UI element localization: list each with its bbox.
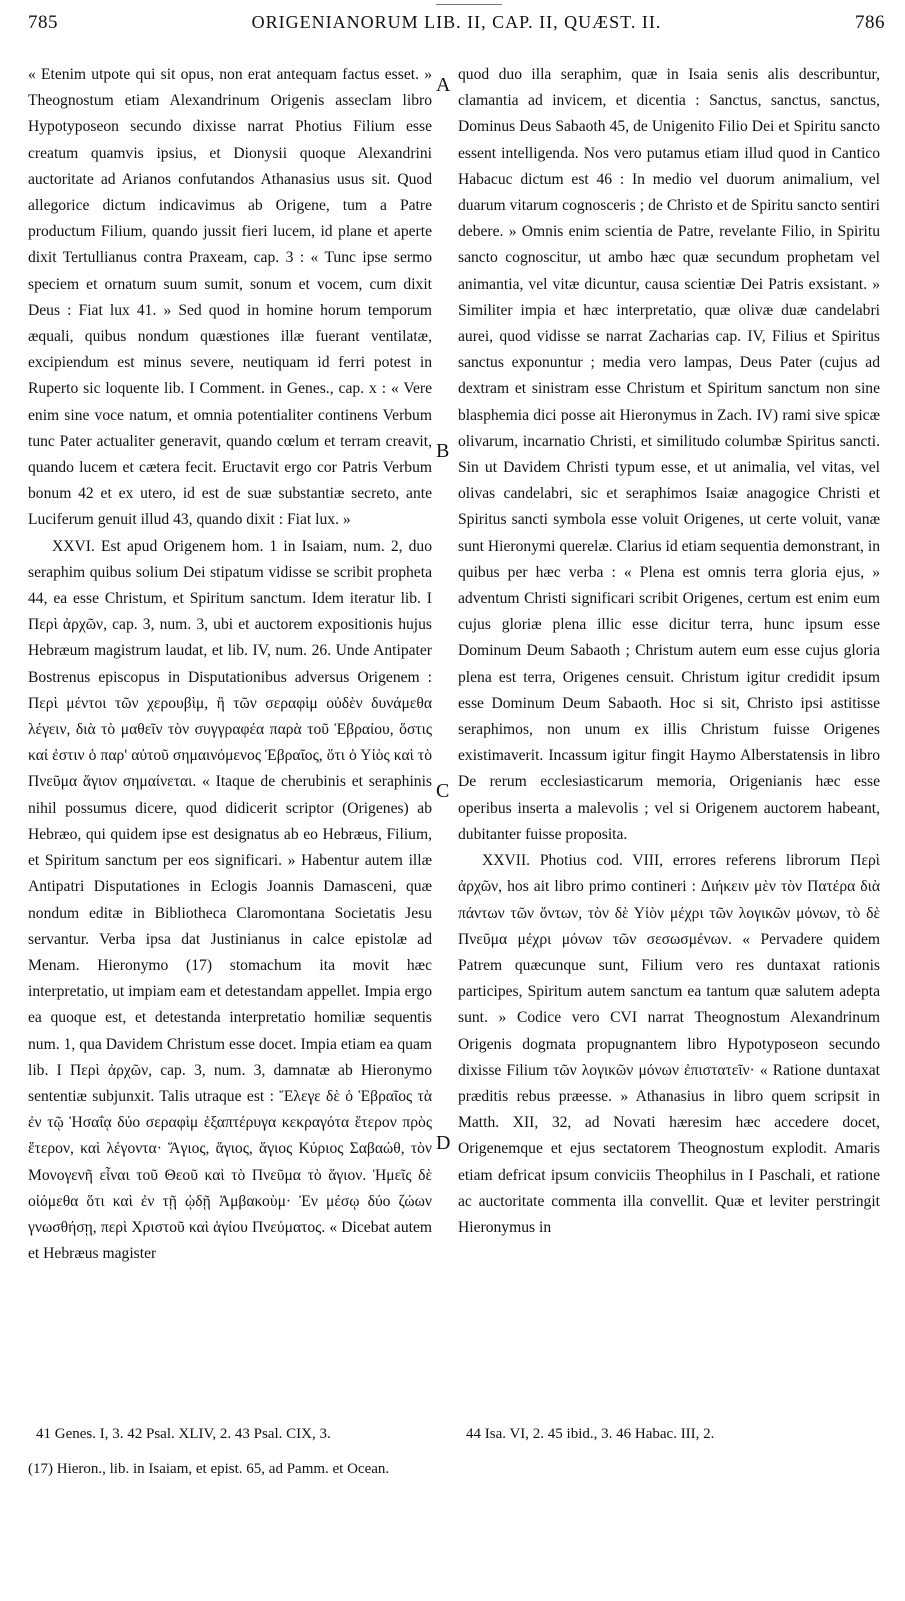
paragraph-left-1: « Etenim utpote qui sit opus, non erat antequam factus esset. » Theognostum etiam Alexandrinum Origenis asseclam libro Hypotyposeon secundo dixisse narrat Photius Filium esse creatum quamvis ipsius, et Dionysii quoque Alexandrini auctoritate ad Arianos confutandos Athanasius usus sit. Quod allegorice dictum indicavimus ab Origene, tum a Patre productum Filium, quando jussit fieri lucem, id plane et aperte dixit Tertullianus contra Praxeam, cap. 3 : « Tunc ipse sermo speciem et ornatum suum sumit, sonum et vocem, cum dixit Deus : Fiat lux 41. » Sed quod in homine horum temporum æquali, quibus nondum quæstiones illæ fuerant ventilatæ, excipiendum est minus severe, neutiquam id ferri potest in Ruperto sic loquente lib. I Comment. in Genes., cap. x : « Vere enim sine voce natum, et omnia potentialiter continens Verbum tunc Pater actualiter generavit, quando cœlum et terram creavit, quando lucem et cætera fecit. Eructavit ergo cor Patris Verbum bonum 42 et ex utero, id est de suæ substantiæ secreto, ante Luciferum genuit illud 43, quando dixit : Fiat lux. » xyxy=(28,66,432,529)
running-header xyxy=(28,12,885,52)
margin-letters xyxy=(434,60,456,1470)
editor-note: (17) Hieron., lib. in Isaiam, et epist. 65, ad Pamm. et Ocean. xyxy=(28,1461,390,1477)
left-column xyxy=(28,62,432,1267)
page-number-left: 785 xyxy=(28,12,58,33)
margin-letter-a: A xyxy=(436,74,451,96)
margin-letter-d: D xyxy=(436,1132,451,1154)
running-title: ORIGENIANORUM LIB. II, CAP. II, QUÆST. II. xyxy=(251,12,662,32)
footnotes-left: 41 Genes. I, 3. 42 Psal. XLIV, 2. 43 Psal. CIX, 3. xyxy=(36,1426,331,1442)
footnotes-right: 44 Isa. VI, 2. 45 ibid., 3. 46 Habac. III, 2. xyxy=(466,1426,715,1442)
page-number-right: 786 xyxy=(855,12,885,33)
paragraph-right-1: quod duo illa seraphim, quæ in Isaia senis alis describuntur, clamantia ad invicem, et dicentia : Sanctus, sanctus, sanctus, Dominus Deus Sabaoth 45, de Unigenito Filio Dei et Spiritu sancto essent intelligenda. Nos vero putamus etiam illud quod in Cantico Habacuc dictum est 46 : In medio vel duorum animalium, vel duarum vitarum cognosceris ; de Christo et de Spiritu sancto sentiri debere. » Omnis enim scientia de Patre, revelante Filio, in Spiritu sancto cognoscitur, ut ambo hæc quæ secundum prophetam vel animantia, vel vitæ dicuntur, causa scientiæ Dei Patris exsistant. » Similiter impia et hæc interpretatio, quæ olivæ duæ candelabri aurei, quod vidisse se narrat Zacharias cap. IV, Filius et Spiritus sanctus exponuntur ; media vero lampas, Deus Pater (cujus ad dextram et sinistram esse Christum et Spiritum sanctum non sine blasphemia dici posse ait Hieronymus in Zach. IV) rami sive spicæ olivarum, incarnatio Christi, et similitudo columbæ Spiritus sancti. Sin ut Davidem Christi typum esse, et ut animalia, vel vitas, vel olivas candelabri, sic et seraphimos Isaiæ anagogice Christi et Spiritus sancti symbola esse voluit Origenes, ut certe voluit, vanæ sunt Hieronymi querelæ. Clarius id etiam sequentia demonstrant, in quibus per hæc verba : « Plena est omnis terra gloria ejus, » adventum Christi significari scribit Origenes, certum est enim eum cujus gloriæ plena illic esse dicitur terra, hunc ipsum esse Dominum Deum Sabaoth ; Christum autem eum esse cujus gloria plena est terra, Origenes censuit. Christum igitur credidit ipsum esse Dominum Deum Sabaoth. Hoc si sit, Christo ipsi astitisse seraphimos, non unum ex illis Christum fuisse Origenes existimaverit. Incassum igitur fingit Haymo Alberstatensis in libro De rerum ecclesiasticarum memoria, Origenianis hæc esse operibus inserta a malevolis ; vel si Origenem auctorem habeant, dubitanter fuisse proposita. xyxy=(458,66,880,843)
right-column xyxy=(458,62,880,1241)
top-rule xyxy=(436,4,502,5)
margin-letter-b: B xyxy=(436,440,450,462)
margin-letter-c: C xyxy=(436,780,450,802)
paragraph-xxvii: XXVII. Photius cod. VIII, errores referens librorum Περὶ ἀρχῶν, hos ait libro primo contineri : Διήκειν μὲν τὸν Πατέρα διὰ πάντων τῶν ὄντων, τὸν δὲ Υἱὸν μέχρι τῶν λογικῶν μόνων, τὸ δὲ Πνεῦμα μέχρι μόνων τῶν σεσωσμένων. « Pervadere quidem Patrem quæcunque sunt, Filium vero res duntaxat rationis participes, Spiritum autem sanctum ea tantum quæ salutem adepta sunt. » Codice vero CVI narrat Theognostum Alexandrinum Origenis dogmata propugnantem libro Hypotyposeon secundo dixisse Filium τῶν λογικῶν μόνων ἐπιστατεῖν· « Ratione duntaxat præditis rebus præesse. » Athanasius in libro quem scripsit in Matth. XII, 32, ad Novati hæresim hæc accedere docet, Origenemque et ejus sectatorem Theognostum explodit. Amaris etiam defricat ipsum conviciis Theophilus in I Paschali, et ratione ac auctoritate commenta illa convellit. Quæ et leviter perstringit Hieronymus in xyxy=(458,852,880,1236)
paragraph-xxvi: XXVI. Est apud Origenem hom. 1 in Isaiam, num. 2, duo seraphim quibus solium Dei stipatum vidisse se scribit propheta 44, ea esse Christum, et Spiritum sanctum. Idem iteratur lib. I Περὶ ἀρχῶν, cap. 3, num. 3, ubi et auctorem expositionis hujus Hebræum magistrum laudat, et lib. IV, num. 26. Unde Antipater Bostrenus episcopus in Disputationibus adversus Origenem : Περὶ μέντοι τῶν χερουβὶμ, ἢ τῶν σεραφὶμ οὐδὲν δυνάμεθα λέγειν, διὰ τὸ μαθεῖν τὸν συγγραφέα παρὰ τοῦ Ἑβραίου, ὅστις καί ἐστιν ὁ παρ' αὐτοῦ σημαινόμενος Ἑβραῖος, ὅτι ὁ Υἱὸς καὶ τὸ Πνεῦμα ἅγιον σημαίνεται. « Itaque de cherubinis et seraphinis nihil possumus dicere, quod didicerit scriptor (Origenes) ab Hebræo, qui quidem ipse est designatus ab eo Hebræus, Filium, et Spiritum sanctum per eos significari. » Habentur autem illæ Antipatri Disputationes in Eclogis Joannis Damasceni, quæ nondum editæ in Bibliotheca Claromontana Societatis Jesu servantur. Verba ipsa dat Justinianus in calce epistolæ ad Menam. Hieronymo (17) stomachum ita movit hæc interpretatio, ut impiam eam et detestandam appellet. Impia ergo ea quoque est, et detestanda interpretatio homiliæ sequentis num. 1, qua Davidem Christum esse docet. Impia etiam ea quam lib. I Περὶ ἀρχῶν, cap. 3, num. 3, damnatæ ab Hieronymo sententiæ subjunxit. Talis utraque est : Ἔλεγε δὲ ὁ Ἑβραῖος τὰ ἐν τῷ Ἡσαΐᾳ δύο σεραφὶμ ἑξαπτέρυγα κεκραγότα ἕτερον πρὸς ἕτερον, καὶ λέγοντα· Ἅγιος, ἅγιος, ἅγιος Κύριος Σαβαώθ, τὸν Μονογενῆ εἶναι τοῦ Θεοῦ καὶ τὸ Πνεῦμα τὸ ἅγιον. Ἡμεῖς δὲ οἰόμεθα ὅτι καὶ ἐν τῇ ᾠδῇ Ἀμβακοὺμ· Ἐν μέσῳ δύο ζώων γνωσθήσῃ, περὶ Χριστοῦ καὶ ἁγίου Πνεύματος. « Dicebat autem et Hebræus magister xyxy=(28,537,432,1263)
